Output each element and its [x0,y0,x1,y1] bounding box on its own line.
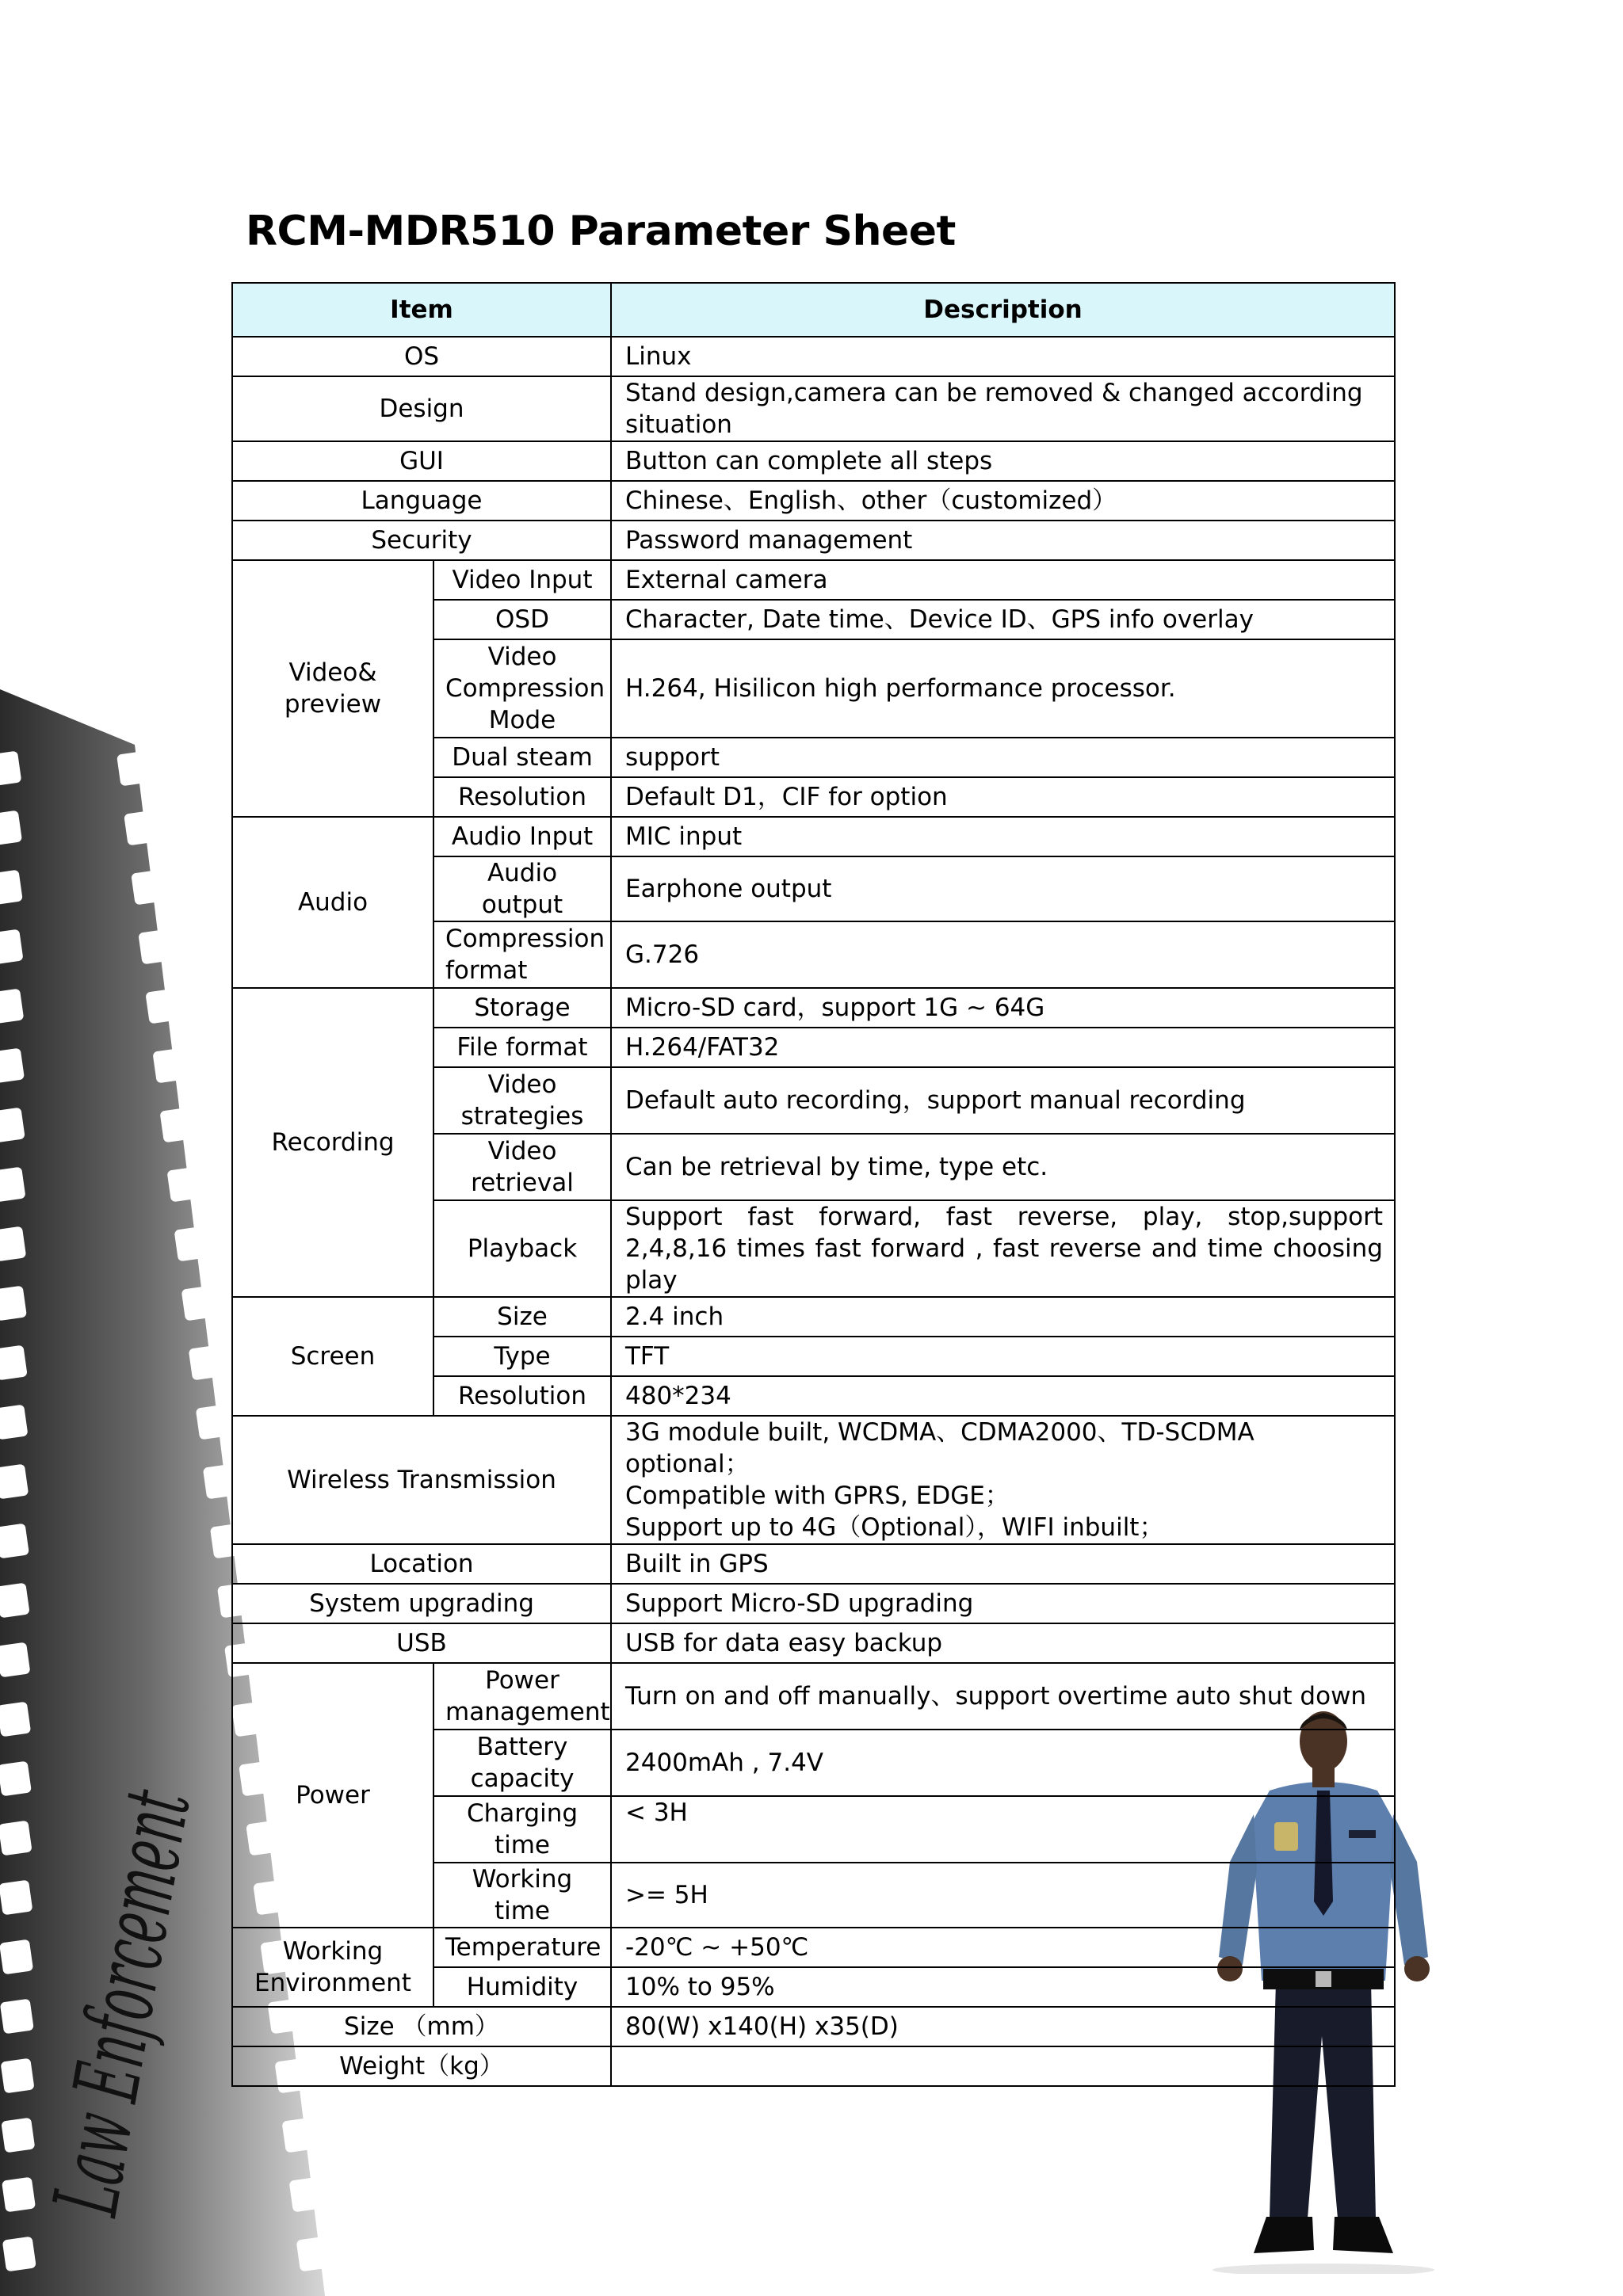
table-row [232,376,1395,441]
sprocket-hole-right [181,1286,216,1322]
sprocket-hole-left [2,2237,36,2272]
desc-weight [611,2046,1395,2086]
table-row [232,1623,1395,1663]
sub-item: Dual steam [433,738,611,777]
item-location: Location [232,1544,611,1584]
sub-item: Type [433,1337,611,1376]
table-row [232,521,1395,560]
sprocket-hole-left [0,1702,31,1737]
wireless-line: 3G module built, WCDMA、CDMA2000、TD-SCDMA optional； [625,1418,1254,1478]
table-row [232,1544,1395,1584]
sprocket-hole-left [0,1167,26,1203]
sub-desc: 2400mAh , 7.4V [611,1730,1395,1796]
table-row [232,337,1395,376]
sprocket-hole-right [159,1108,193,1143]
sub-item: Storage [433,988,611,1028]
item-os: OS [232,337,611,376]
table-header-row [232,283,1395,337]
item-size: Size （mm） [232,2007,611,2046]
page-title: RCM-MDR510 Parameter Sheet [246,208,956,255]
sprocket-hole-left [0,1583,30,1619]
sub-item: Charging time [433,1796,611,1863]
sub-item: Resolution [433,1376,611,1416]
sub-item: Power management [433,1663,611,1730]
sub-desc: Turn on and off manually、support overtime auto shut down [611,1663,1395,1730]
table-row [232,560,1395,600]
sprocket-hole-right [131,870,165,906]
table-row [232,1663,1395,1730]
item-security: Security [232,521,611,560]
sprocket-hole-right [281,2118,315,2153]
table-row [232,481,1395,521]
wireless-line: Support up to 4G（Optional），WIFI inbuilt； [625,1513,1164,1542]
sub-item: Compression format [433,921,611,988]
group-audio: Audio [232,817,433,988]
sub-item: Temperature [433,1928,611,1967]
group-video-preview: Video& preview [232,560,433,817]
table-row [232,2046,1395,2086]
sub-item: Video strategies [433,1067,611,1134]
sprocket-hole-left [1,2118,35,2153]
sub-desc: H.264, Hisilicon high performance processor. [611,639,1395,738]
sprocket-hole-right [124,810,158,846]
table-row [232,1297,1395,1337]
desc-language: Chinese、English、other（customized） [611,481,1395,521]
item-language: Language [232,481,611,521]
item-usb: USB [232,1623,611,1663]
sprocket-hole-left [0,1464,29,1500]
sub-desc: support [611,738,1395,777]
sprocket-hole-left [0,1939,33,1975]
sprocket-hole-left [0,1761,32,1797]
sprocket-hole-right [138,929,172,965]
table-row [232,1584,1395,1623]
sub-item: Humidity [433,1967,611,2007]
table-row [232,2007,1395,2046]
desc-design: Stand design,camera can be removed & changed according situation [611,376,1395,441]
sub-item: Playback [433,1200,611,1297]
item-weight: Weight（kg） [232,2046,611,2086]
sub-desc: Micro-SD card，support 1G ~ 64G [611,988,1395,1028]
item-upgrading: System upgrading [232,1584,611,1623]
sprocket-hole-left [0,1108,25,1143]
table-row [232,817,1395,856]
desc-os: Linux [611,337,1395,376]
sub-desc: Character, Date time、Device ID、GPS info overlay [611,600,1395,639]
sprocket-hole-right [152,1048,186,1084]
sub-desc: H.264/FAT32 [611,1028,1395,1067]
sprocket-hole-right [196,1405,230,1440]
desc-upgrading: Support Micro-SD upgrading [611,1584,1395,1623]
table-row [232,988,1395,1028]
item-design: Design [232,376,611,441]
desc-location: Built in GPS [611,1544,1395,1584]
sub-item: Audio output [433,856,611,921]
sub-desc: MIC input [611,817,1395,856]
sprocket-hole-left [0,1880,32,1916]
sub-desc: -20℃ ~ +50℃ [611,1928,1395,1967]
desc-usb: USB for data easy backup [611,1623,1395,1663]
sprocket-hole-right [296,2237,330,2272]
sprocket-hole-left [0,1286,27,1322]
sprocket-hole-right [289,2177,323,2213]
sub-desc: 2.4 inch [611,1297,1395,1337]
sprocket-hole-left [0,1642,30,1678]
sub-item: Video Input [433,560,611,600]
sprocket-hole-right [174,1226,208,1262]
sub-item: Video retrieval [433,1134,611,1200]
sprocket-hole-left [0,1821,32,1856]
sprocket-hole-left [0,1226,26,1262]
sprocket-hole-left [0,2058,34,2094]
sprocket-hole-left [2,2177,36,2213]
desc-wireless [611,1416,1395,1544]
item-wireless: Wireless Transmission [232,1416,611,1544]
sprocket-hole-left [0,1999,34,2035]
sub-desc: Default auto recording，support manual recording [611,1067,1395,1134]
law-enforcement-logo-text: Law Enforcement [34,1417,275,2222]
sub-desc: TFT [611,1337,1395,1376]
sprocket-hole-right [189,1345,223,1381]
header-item: Item [232,283,611,337]
sub-item: OSD [433,600,611,639]
sub-item: Resolution [433,777,611,817]
group-working-environment: Working Environment [232,1928,433,2007]
desc-security: Password management [611,521,1395,560]
sub-desc: G.726 [611,921,1395,988]
wireless-line: Compatible with GPRS, EDGE； [625,1482,1010,1510]
sub-item: Size [433,1297,611,1337]
sprocket-hole-left [0,1405,29,1440]
sub-desc: 10% to 95% [611,1967,1395,2007]
sub-item: Working time [433,1863,611,1928]
sub-item: Video Compression Mode [433,639,611,738]
sub-desc: >= 5H [611,1863,1395,1928]
table-row [232,1416,1395,1544]
sub-desc: 480*234 [611,1376,1395,1416]
sub-item: Battery capacity [433,1730,611,1796]
group-recording: Recording [232,988,433,1297]
header-description: Description [611,283,1395,337]
group-screen: Screen [232,1297,433,1416]
sprocket-hole-right [145,989,179,1024]
item-gui: GUI [232,441,611,481]
sprocket-hole-left [0,1048,25,1084]
sub-item: Audio Input [433,817,611,856]
parameter-table [231,282,1396,2087]
sub-desc: Can be retrieval by time, type etc. [611,1134,1395,1200]
sprocket-hole-left [0,1345,28,1381]
sub-desc: Support fast forward, fast reverse, play, stop,support 2,4,8,16 times fast forward , fast reverse and time choosing play [611,1200,1395,1297]
group-power: Power [232,1663,433,1928]
sub-desc: Earphone output [611,856,1395,921]
table-row [232,441,1395,481]
sub-desc: External camera [611,560,1395,600]
sprocket-hole-left [0,1524,29,1559]
sub-item: File format [433,1028,611,1067]
sprocket-hole-right [116,751,151,787]
sprocket-hole-right [166,1167,200,1203]
table-row [232,1928,1395,1967]
sub-desc: < 3H [611,1796,1395,1863]
desc-gui: Button can complete all steps [611,441,1395,481]
sub-desc: Default D1，CIF for option [611,777,1395,817]
desc-size: 80(W) x140(H) x35(D) [611,2007,1395,2046]
